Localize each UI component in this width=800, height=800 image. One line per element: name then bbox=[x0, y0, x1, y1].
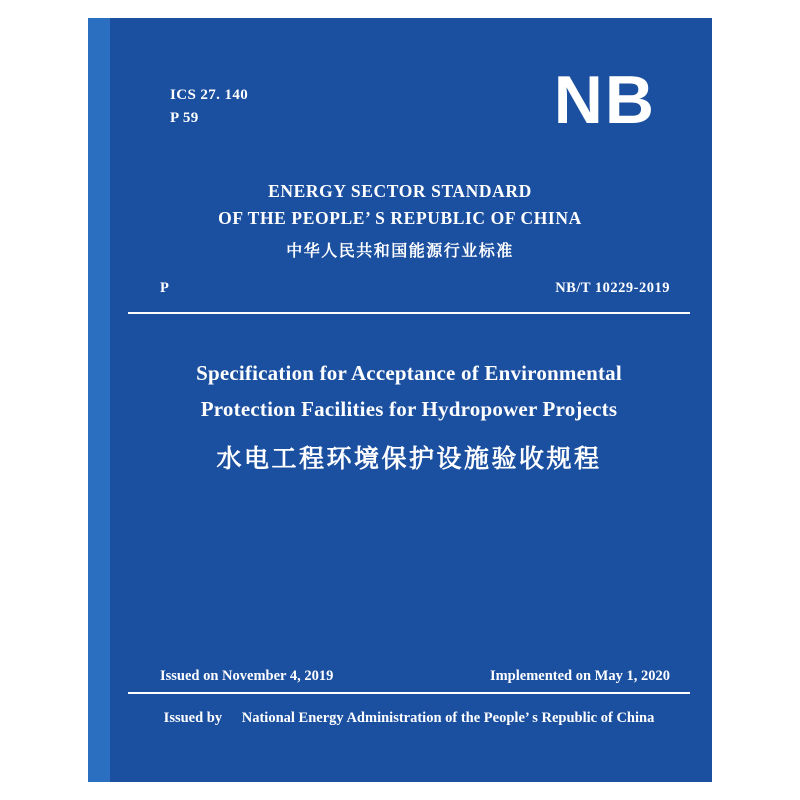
classification-letter: P bbox=[160, 280, 170, 296]
nb-logo: NB bbox=[553, 62, 656, 138]
spine-band bbox=[88, 18, 110, 782]
classification-code: P 59 bbox=[170, 110, 199, 127]
issued-on-date: Issued on November 4, 2019 bbox=[160, 668, 334, 684]
issued-by-organization: National Energy Administration of the People’ s Republic of China bbox=[241, 710, 655, 726]
standard-id-row bbox=[160, 280, 670, 297]
divider-bottom bbox=[128, 692, 690, 694]
title-block bbox=[128, 356, 690, 475]
issuing-organization bbox=[88, 178, 712, 261]
title-en-line-1: Specification for Acceptance of Environmental bbox=[196, 361, 622, 385]
org-line-cn: 中华人民共和国能源行业标准 bbox=[286, 241, 514, 261]
ics-code: ICS 27. 140 bbox=[170, 87, 249, 103]
org-line-en-2: OF THE PEOPLE’ S REPUBLIC OF CHINA bbox=[218, 208, 582, 229]
issued-by-row bbox=[128, 710, 690, 727]
title-cn: 水电工程环境保护设施验收规程 bbox=[216, 444, 602, 474]
title-en-line-2: Protection Facilities for Hydropower Projects bbox=[200, 396, 618, 421]
divider-top bbox=[128, 312, 690, 314]
dates-row bbox=[160, 668, 670, 685]
top-code-block bbox=[170, 84, 248, 131]
issued-by-label: Issued by bbox=[163, 710, 223, 726]
standard-number: NB/T 10229-2019 bbox=[555, 280, 670, 296]
implemented-on-date: Implemented on May 1, 2020 bbox=[489, 668, 670, 684]
standard-cover bbox=[88, 18, 712, 782]
org-line-en-1: ENERGY SECTOR STANDARD bbox=[268, 181, 532, 201]
